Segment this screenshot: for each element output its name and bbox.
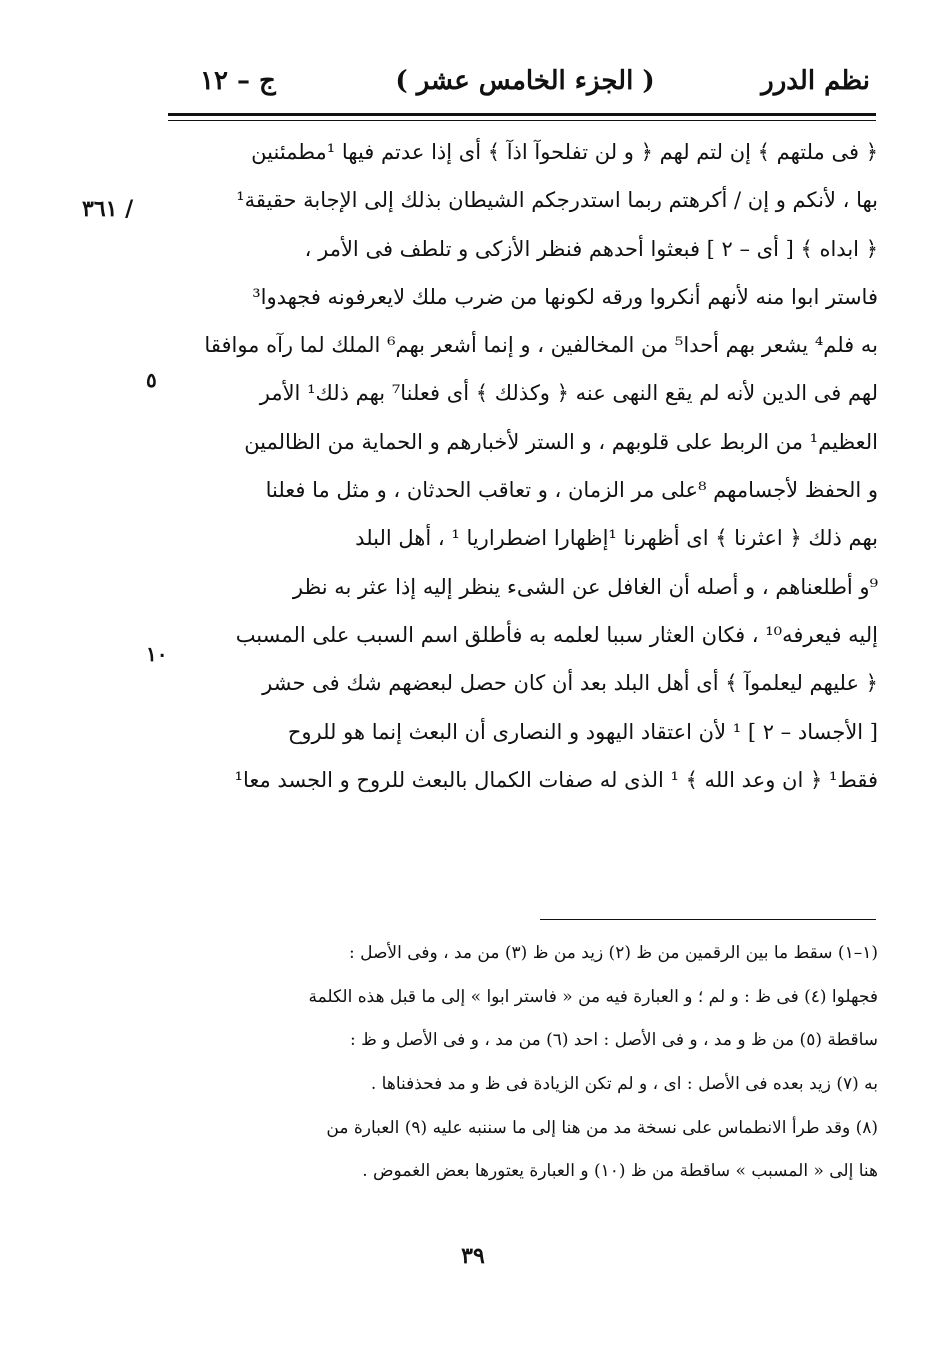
text-line: و الحفظ لأجسامهم ⁸على مر الزمان ، و تعاقب الحدثان ، و مثل ما فعلنا: [265, 478, 878, 503]
main-text: [178, 128, 878, 804]
text-line: بهم ذلك ﴿ اعثرنا ﴾ اى أظهرنا ¹إظهارا اضطراريا ¹ ، أهل البلد: [355, 526, 878, 551]
footnote-line: به (٧) زيد بعده فى الأصل : اى ، و لم تكن الزيادة فى ظ و مد فحذفناها .: [370, 1074, 878, 1095]
text-line: ﴿ عليهم ليعلموآ ﴾ أى أهل البلد بعد أن كان حصل لبعضهم شك فى حشر: [262, 671, 878, 696]
margin-line-number-10: ١٠: [146, 642, 168, 666]
text-line: فقط¹ ﴿ ان وعد الله ﴾ ¹ الذى له صفات الكمال بالبعث للروح و الجسد معا¹: [234, 767, 878, 792]
footnote-line: (١–١) سقط ما بين الرقمين من ظ (٢) زيد من ظ (٣) من مد ، وفى الأصل :: [348, 943, 878, 963]
volume-number: ج – ١٢: [200, 66, 276, 96]
text-line: بها ، لأنكم و إن / أكرهتم ربما استدرجكم الشيطان بذلك إلى الإجابة حقيقة¹: [236, 188, 878, 213]
text-line: لهم فى الدين لأنه لم يقع النهى عنه ﴿ وكذلك ﴾ أى فعلنا⁷ بهم ذلك¹ الأمر: [259, 381, 878, 406]
text-line: ⁹و أطلعناهم ، و أصله أن الغافل عن الشىء ينظر إليه إذا عثر به نظر: [292, 574, 878, 599]
book-title: نظم الدرر: [761, 66, 870, 96]
text-line: [ الأجساد – ٢ ] ¹ لأن اعتقاد اليهود و النصارى أن البعث إنما هو للروح: [287, 719, 878, 744]
footnote-line: (٨) وقد طرأ الانطماس على نسخة مد من هنا إلى ما سننبه عليه (٩) العبارة من: [326, 1117, 878, 1138]
text-line: به فلم⁴ يشعر بهم أحدا⁵ من المخالفين ، و إنما أشعر بهم⁶ الملك لما رآه موافقا: [204, 333, 878, 358]
header-rule-thin: [168, 120, 876, 121]
page-header: [180, 66, 870, 112]
footnote-line: فجهلوا (٤) فى ظ : و لم ؛ و العبارة فيه من « فاستر ابوا » إلى ما قبل هذه الكلمة: [308, 986, 878, 1007]
text-line: العظيم¹ من الربط على قلوبهم ، و الستر لأخبارهم و الحماية من الظالمين: [244, 429, 878, 454]
part-title: ( الجزء الخامس عشر ): [395, 66, 655, 96]
footnotes: [180, 932, 878, 1194]
text-line: ﴿ ابداه ﴾ [ أى – ٢ ] فبعثوا أحدهم فنظر الأزكى و تلطف فى الأمر ،: [304, 236, 878, 261]
header-rule-thick: [168, 113, 876, 116]
margin-manuscript-ref: / ٣٦١: [82, 196, 134, 222]
text-line: إليه فيعرفه¹⁰ ، فكان العثار سببا لعلمه به فأطلق اسم السبب على المسبب: [235, 622, 878, 647]
text-line: فاستر ابوا منه لأنهم أنكروا ورقه لكونها من ضرب ملك لايعرفونه فجهدوا³: [252, 284, 878, 309]
footnote-rule: [540, 919, 876, 920]
page-number: ٣٩: [461, 1243, 485, 1269]
margin-line-number-5: ٥: [146, 368, 157, 392]
text-line: ﴿ فى ملتهم ﴾ إن لتم لهم ﴿ و لن تفلحوآ اذآ ﴾ أى إذا عدتم فيها ¹مطمئنين: [251, 140, 878, 164]
footnote-line: هنا إلى « المسبب » ساقطة من ظ (١٠) و العبارة يعتورها بعض الغموض .: [362, 1161, 878, 1182]
footnote-line: ساقطة (٥) من ظ و مد ، و فى الأصل : احد (٦) من مد ، و فى الأصل و ظ :: [350, 1030, 878, 1051]
